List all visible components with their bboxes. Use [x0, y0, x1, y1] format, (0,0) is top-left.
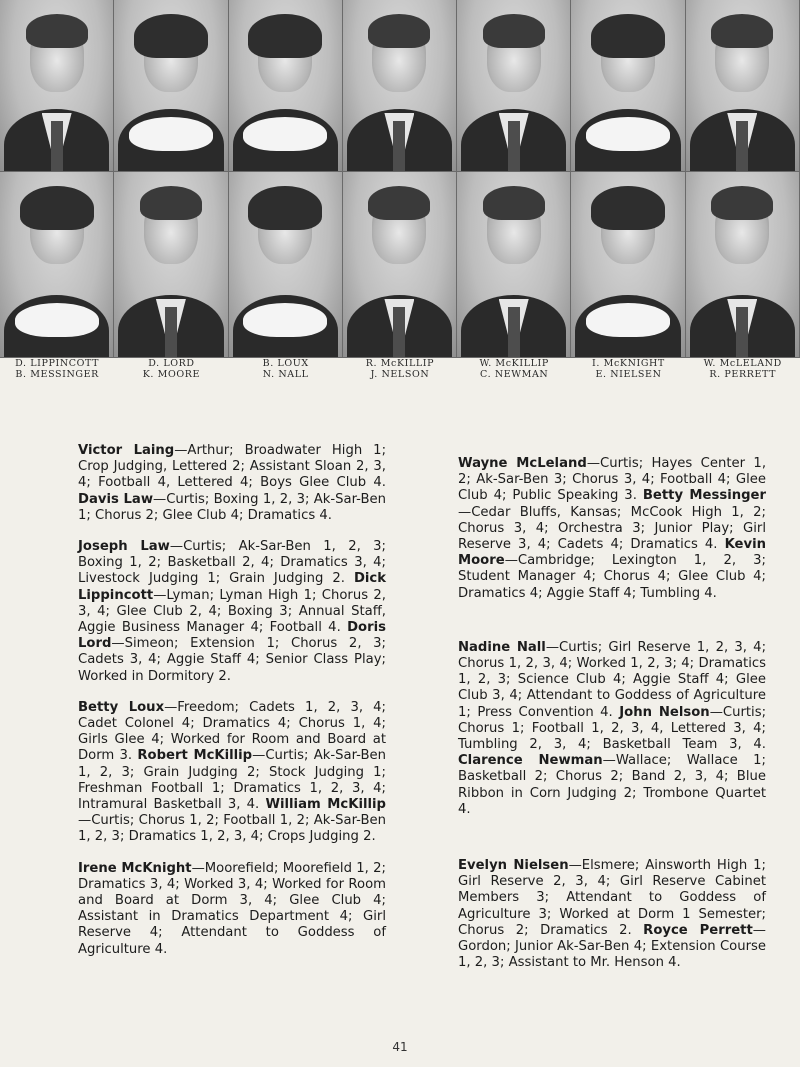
- caption-bottom-name: B. MESSINGER: [15, 369, 99, 380]
- biography-paragraph: [458, 858, 766, 971]
- student-name: Robert McKillip: [137, 748, 253, 764]
- student-activities: —Curtis; Ak-Sar-Ben 1, 2, 3; Boxing 1, 2; Basketball 2, 4; Dramatics 3, 4; Livestock Judging 1; Grain Judging 2.: [78, 539, 387, 587]
- portrait-photo: [571, 0, 685, 172]
- biography-paragraph: [78, 861, 386, 958]
- portrait-photo: [114, 0, 228, 172]
- portrait-caption: [571, 356, 685, 396]
- portrait-captions: [0, 356, 800, 396]
- caption-top-name: D. LIPPINCOTT: [15, 358, 100, 369]
- student-activities: —Elsmere; Ainsworth High 1; Girl Reserve 2, 3, 4; Girl Reserve Cabinet Members 3; Attendant to Goddess of Agriculture 3; Worked at Dorm 1 Semester; Chorus 2; Dramatics 2.: [458, 858, 766, 938]
- student-name: Evelyn Nielsen: [458, 858, 569, 874]
- portrait-grid: [0, 0, 800, 358]
- student-activities: —Freedom; Cadets 1, 2, 3, 4; Cadet Colonel 4; Dramatics 4; Chorus 1, 4; Girls Glee 4; Worked for Room and Board at Dorm 3.: [78, 699, 386, 764]
- portrait-caption: [114, 356, 228, 396]
- caption-top-name: I. McKNIGHT: [592, 358, 665, 369]
- portrait-photo: [229, 172, 343, 358]
- student-name: Victor Laing: [78, 443, 175, 458]
- student-activities: —Curtis; Ak-Sar-Ben 1, 2, 3; Grain Judging 2; Stock Judging 1; Freshman Football 1; Dramatics 1, 2, 3, 4; Intramural Basketball 3, 4.: [78, 748, 386, 813]
- student-name: Doris Lord: [78, 620, 386, 652]
- student-activities: —Gordon; Junior Ak-Sar-Ben 4; Extension Course 1, 2, 3; Assistant to Mr. Henson 4.: [458, 922, 766, 971]
- portrait-photo: [686, 0, 800, 172]
- student-activities: —Moorefield; Moorefield 1, 2; Dramatics 3, 4; Worked 3, 4; Worked for Room and Board at Dorm 3, 4; Glee Club 4; Assistant in Dramatics Department 4; Girl Reserve 4; Attendant to Goddess of Agriculture 4.: [78, 860, 386, 957]
- student-name: Kevin Moore: [458, 537, 766, 569]
- caption-top-name: W. McKILLIP: [479, 358, 549, 369]
- portrait-photo: [457, 0, 571, 172]
- student-name: John Nelson: [619, 704, 710, 720]
- biography-paragraph: [78, 443, 386, 524]
- student-activities: —Curtis; Chorus 1, 2; Football 1, 2; Ak-Sar-Ben 1, 2, 3; Dramatics 1, 2, 3, 4; Crops Judging 2.: [78, 813, 386, 845]
- student-name: Irene McKnight: [78, 860, 192, 876]
- student-activities: —Cambridge; Lexington 1, 2, 3; Student Manager 4; Chorus 4; Glee Club 4; Dramatics 4; Aggie Staff 4; Tumbling 4.: [458, 553, 766, 601]
- student-activities: —Arthur; Broadwater High 1; Crop Judging, Lettered 2; Assistant Sloan 2, 3, 4; Football 4, Lettered 4; Boys Glee Club 4.: [78, 443, 387, 491]
- student-activities: —Curtis; Chorus 1; Football 1, 2, 3, 4, Lettered 3, 4; Tumbling 2, 3, 4; Basketball Team 3, 4.: [458, 704, 767, 753]
- student-name: Davis Law: [78, 491, 153, 507]
- student-name: Royce Perrett: [643, 922, 753, 938]
- caption-bottom-name: J. NELSON: [370, 369, 430, 380]
- portrait-photo: [229, 0, 343, 172]
- caption-bottom-name: C. NEWMAN: [480, 369, 549, 380]
- page-number: 41: [392, 1040, 408, 1054]
- student-name: Dick Lippincott: [78, 571, 386, 603]
- caption-top-name: D. LORD: [148, 358, 195, 369]
- portrait-caption: [229, 356, 343, 396]
- portrait-photo: [457, 172, 571, 358]
- portrait-photo: [686, 172, 800, 358]
- portrait-photo: [343, 0, 457, 172]
- caption-top-name: R. McKILLIP: [365, 358, 435, 369]
- caption-bottom-name: R. PERRETT: [709, 369, 777, 380]
- student-name: William McKillip: [265, 797, 386, 813]
- biography-paragraph: [458, 456, 766, 602]
- portrait-photo: [114, 172, 228, 358]
- student-activities: —Curtis; Boxing 1, 2, 3; Ak-Sar-Ben 1; Chorus 2; Glee Club 4; Dramatics 4.: [78, 491, 386, 523]
- student-name: Wayne McLeland: [458, 456, 587, 471]
- student-activities: —Wallace; Wallace 1; Basketball 2; Chorus 2; Band 2, 3, 4; Blue Ribbon in Corn Judging 2; Trombone Quartet 4.: [458, 753, 766, 817]
- student-name: Betty Messinger: [642, 488, 766, 504]
- left-text-column: [78, 443, 386, 973]
- student-activities: —Cedar Bluffs, Kansas; McCook High 1, 2; Chorus 3, 4; Orchestra 3; Junior Play; Girl Reserve 3, 4; Cadets 4; Dramatics 4.: [458, 504, 766, 553]
- biography-paragraph: [78, 700, 386, 846]
- caption-bottom-name: N. NALL: [262, 369, 309, 380]
- right-text-column: [458, 456, 766, 986]
- biography-paragraph: [78, 539, 386, 685]
- student-activities: —Lyman; Lyman High 1; Chorus 2, 3, 4; Glee Club 2, 4; Boxing 3; Annual Staff, Aggie Business Manager 4; Football 4.: [78, 587, 386, 636]
- student-name: Clarence Newman: [458, 753, 603, 769]
- portrait-photo: [571, 172, 685, 358]
- portrait-photo: [0, 0, 114, 172]
- portrait-caption: [686, 356, 800, 396]
- student-activities: —Curtis; Girl Reserve 1, 2, 3, 4; Chorus 1, 2, 3, 4; Worked 1, 2, 3; 4; Dramatics 1, 2, 3; Science Club 4; Aggie Staff 4; Glee Club 3, 4; Attendant to Goddess of Agriculture 1; Press Convention 4.: [458, 639, 767, 720]
- portrait-caption: [343, 356, 457, 396]
- student-activities: —Curtis; Hayes Center 1, 2; Ak-Sar-Ben 3; Chorus 3, 4; Football 4; Glee Club 4; Public Speaking 3.: [458, 456, 767, 504]
- student-name: Joseph Law: [78, 539, 170, 555]
- caption-bottom-name: K. MOORE: [142, 369, 201, 380]
- portrait-photo: [0, 172, 114, 358]
- caption-top-name: W. McLELAND: [703, 358, 782, 369]
- student-name: Betty Loux: [78, 699, 165, 715]
- portrait-caption: [0, 356, 114, 396]
- caption-top-name: B. LOUX: [262, 358, 309, 369]
- student-activities: —Simeon; Extension 1; Chorus 2, 3; Cadets 3, 4; Aggie Staff 4; Senior Class Play; Worked in Dormitory 2.: [78, 636, 386, 684]
- biography-paragraph: [458, 640, 766, 818]
- student-name: Nadine Nall: [458, 639, 546, 655]
- portrait-caption: [457, 356, 571, 396]
- portrait-photo: [343, 172, 457, 358]
- caption-bottom-name: E. NIELSEN: [595, 369, 662, 380]
